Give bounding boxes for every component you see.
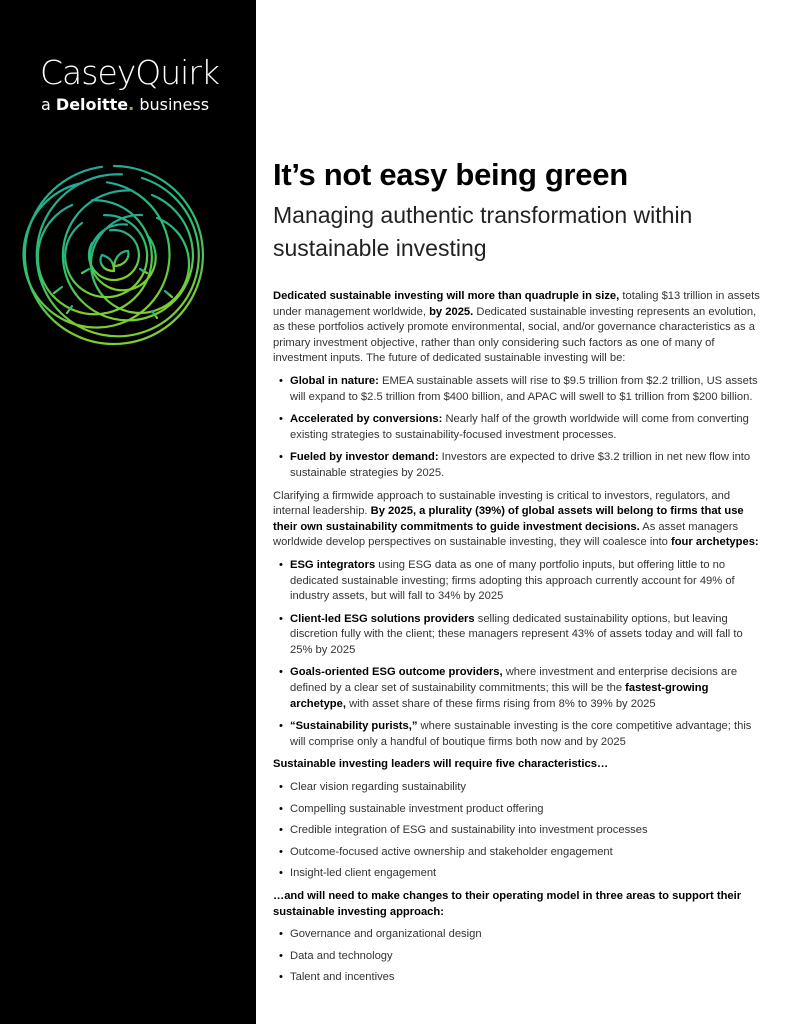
list-item-lead: Goals-oriented ESG outcome providers, bbox=[290, 666, 503, 679]
list-item: • Outcome-focused active ownership and stakeholder engagement bbox=[273, 845, 763, 861]
archetypes-paragraph bbox=[273, 489, 763, 551]
intro-text-2: Dedicated sustainable investing represents an evolution, as these portfolios actively promote environmental, social, and/or governance characteristics as a primary investment objective, rather than only considering such factors as one of many of investment inputs. The future of dedicated sustainable investing will be: bbox=[273, 305, 757, 365]
list-item bbox=[273, 450, 763, 481]
list-item: • Data and technology bbox=[273, 949, 763, 965]
body-text bbox=[273, 289, 763, 986]
intro-text-1: totaling $13 trillion in assets under management worldwide, bbox=[273, 290, 760, 318]
brand-dot: . bbox=[128, 95, 135, 114]
page-title: It’s not easy being green bbox=[273, 157, 628, 192]
intro-bold-2: by 2025. bbox=[429, 305, 474, 318]
list-item bbox=[273, 374, 763, 405]
list-item-lead: Fueled by investor demand: bbox=[290, 451, 439, 464]
brand-company: Deloitte bbox=[55, 95, 129, 114]
list-item-text: Investors are expected to drive $3.2 trillion in net new flow into sustainable strategies by 2025. bbox=[290, 451, 751, 479]
brand-tagline-prefix: a bbox=[41, 95, 51, 114]
list-item-lead: Accelerated by conversions: bbox=[290, 413, 443, 426]
list-item-text: using ESG data as one of many portfolio inputs, but offering little to no dedicated sustainable investing; firms adopting this approach currently account for 49% of industry assets, but will fall to 34% by 2025 bbox=[290, 558, 735, 603]
intro-paragraph bbox=[273, 289, 763, 367]
list-item: • Clear vision regarding sustainability bbox=[273, 780, 763, 796]
list-item: • Insight-led client engagement bbox=[273, 866, 763, 882]
areas-list bbox=[273, 927, 763, 986]
leaders-heading: Sustainable investing leaders will require five characteristics… bbox=[273, 758, 609, 771]
list-item: • Governance and organizational design bbox=[273, 927, 763, 943]
brand-tagline-suffix: business bbox=[139, 95, 210, 114]
list-item-text: EMEA sustainable assets will rise to $9.5 trillion from $2.2 trillion, US assets will expand to $2.5 trillion from $400 billion, and APAC will swell to $1 trillion from $200 billion. bbox=[290, 374, 758, 403]
sidebar bbox=[0, 0, 256, 1024]
archetypes-list bbox=[273, 558, 763, 751]
brand-tagline bbox=[41, 97, 209, 113]
list-item bbox=[273, 558, 763, 605]
list-item: • Compelling sustainable investment product offering bbox=[273, 802, 763, 818]
list-item bbox=[273, 665, 763, 712]
para2-text-2: As asset managers worldwide develop perspectives on sustainable investing, they will coalesce into bbox=[273, 520, 739, 549]
main-content bbox=[273, 157, 763, 993]
list-item: • Credible integration of ESG and sustainability into investment processes bbox=[273, 823, 763, 839]
list-item-lead: Global in nature: bbox=[290, 374, 379, 387]
maze-sprout-icon bbox=[22, 163, 206, 347]
list-item-lead-2: fastest-growing archetype, bbox=[290, 682, 709, 710]
list-item-text: where investment and enterprise decisions are defined by a clear set of sustainability commitments; this will be the bbox=[290, 666, 738, 695]
list-item-lead: “Sustainability purists,” bbox=[290, 720, 418, 733]
list-item-lead: ESG integrators bbox=[290, 558, 376, 571]
list-item: • Talent and incentives bbox=[273, 970, 763, 986]
list-item-text: Nearly half of the growth worldwide will come from converting existing strategies to sustainability-focused investment processes. bbox=[290, 413, 749, 441]
future-list bbox=[273, 374, 763, 482]
list-item-text: selling dedicated sustainability options, but leaving discretion fully with the client; these managers represent 43% of assets today and will fall to 25% by 2025 bbox=[290, 612, 743, 656]
list-item bbox=[273, 612, 763, 659]
intro-lead: Dedicated sustainable investing will more than quadruple in size, bbox=[273, 290, 620, 302]
para2-bold-2: four archetypes: bbox=[671, 536, 759, 549]
list-item-lead: Client-led ESG solutions providers bbox=[290, 612, 475, 625]
list-item bbox=[273, 412, 763, 443]
list-item-text-2: with asset share of these firms rising from 8% to 39% by 2025 bbox=[345, 697, 656, 710]
list-item bbox=[273, 719, 763, 750]
para2-text-1: Clarifying a firmwide approach to sustainable investing is critical to investors, regulators, and internal leadership. bbox=[273, 489, 731, 518]
brand-logo: CaseyQuirk bbox=[40, 53, 220, 92]
changes-heading: …and will need to make changes to their operating model in three areas to support their sustainable investing approach: bbox=[273, 890, 742, 918]
para2-bold-1: By 2025, a plurality (39%) of global assets will belong to firms that use their own sustainability commitments to guide investment decisions. bbox=[273, 505, 744, 533]
characteristics-list bbox=[273, 780, 763, 882]
page-subtitle: Managing authentic transformation within sustainable investing bbox=[273, 202, 693, 261]
list-item-text: where sustainable investing is the core competitive advantage; this will comprise only a handful of boutique firms both now and by 2025 bbox=[290, 720, 752, 748]
